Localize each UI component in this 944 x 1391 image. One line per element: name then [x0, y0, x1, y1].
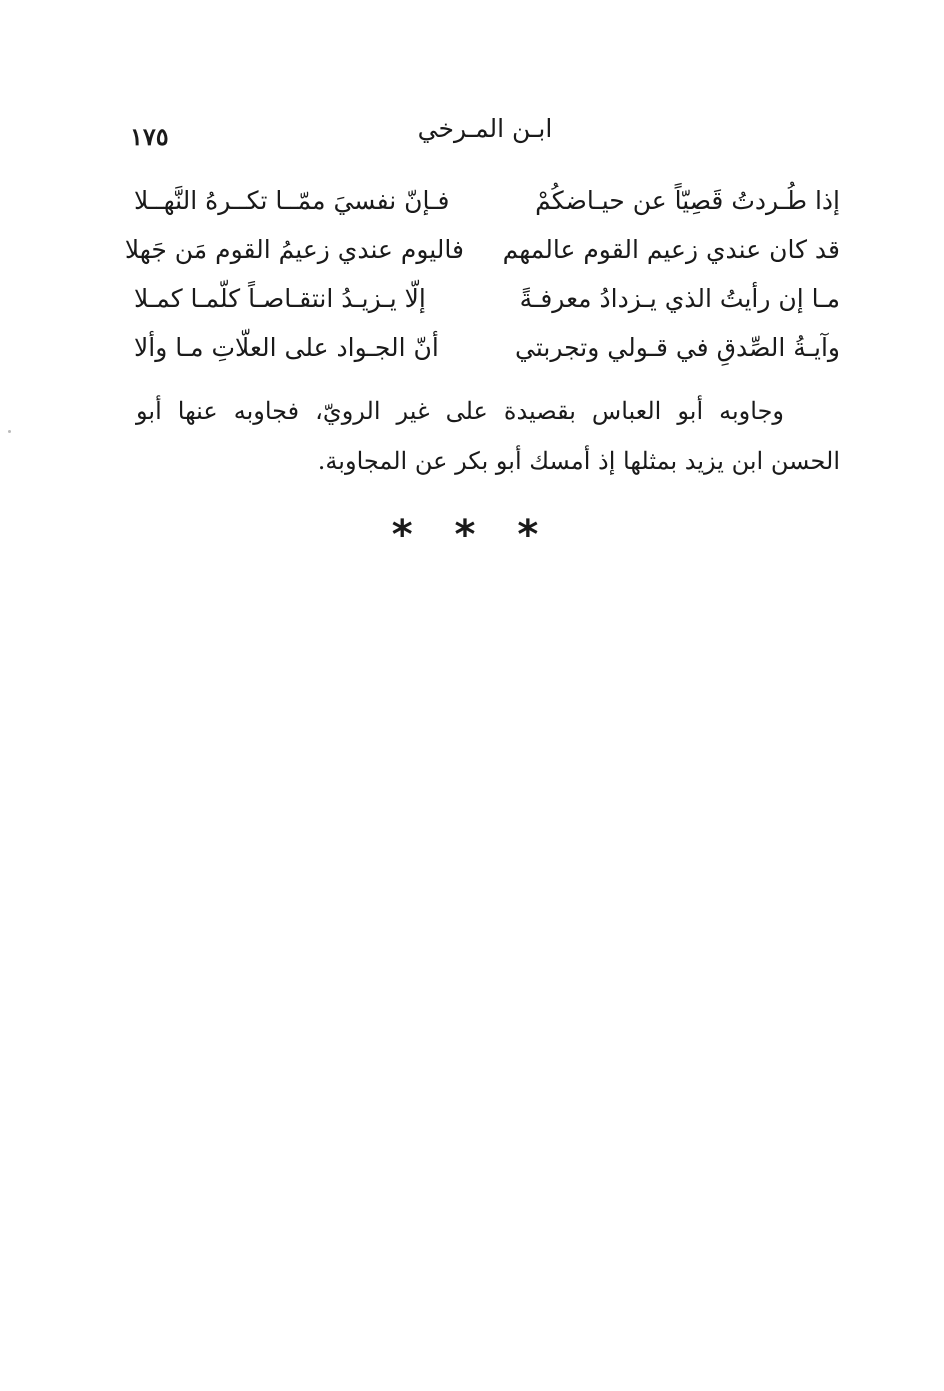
prose-text: وجاوبه أبو العباس بقصيدة على غير الرويّ، فجاوبه عنها أبو الحسن ابن يزيد بمثلها إذ أمسك أبو بكر عن المجاوبة. — [136, 397, 840, 475]
verse-second-hemistich: فاليوم عندي زعيمُ القوم مَن جَهلا — [124, 235, 464, 264]
verse-first-hemistich: مـا إن رأيتُ الذي يـزدادُ معرفـةً — [519, 284, 840, 313]
verse-second-hemistich: أنّ الجـواد على العلّاتِ مـا وألا — [134, 333, 439, 362]
scan-speck — [8, 430, 11, 433]
verse-line — [124, 225, 840, 274]
verse-line — [134, 323, 840, 372]
verse-first-hemistich: وآيـةُ الصِّدقِ في قـولي وتجربتي — [515, 333, 840, 362]
section-separator: * * * — [391, 512, 553, 558]
page-number: ١٧٥ — [130, 122, 169, 151]
poem — [124, 176, 840, 372]
verse-first-hemistich: إذا طُـردتُ قَصِيّاً عن حيـاضكُمْ — [535, 186, 840, 215]
verse-second-hemistich: فـإنّ نفسيَ ممّــا تكــرهُ النَّهــلا — [134, 186, 450, 215]
verse-first-hemistich: قد كان عندي زعيم القوم عالمهم — [502, 235, 840, 264]
page-header — [130, 108, 840, 152]
prose-paragraph — [136, 386, 840, 486]
verse-second-hemistich: إلّا يـزيـدُ انتقـاصـاً كلّمـا كمـلا — [134, 284, 426, 313]
verse-line — [134, 176, 840, 225]
running-title: ابـن المـرخي — [417, 114, 553, 143]
verse-line — [134, 274, 840, 323]
